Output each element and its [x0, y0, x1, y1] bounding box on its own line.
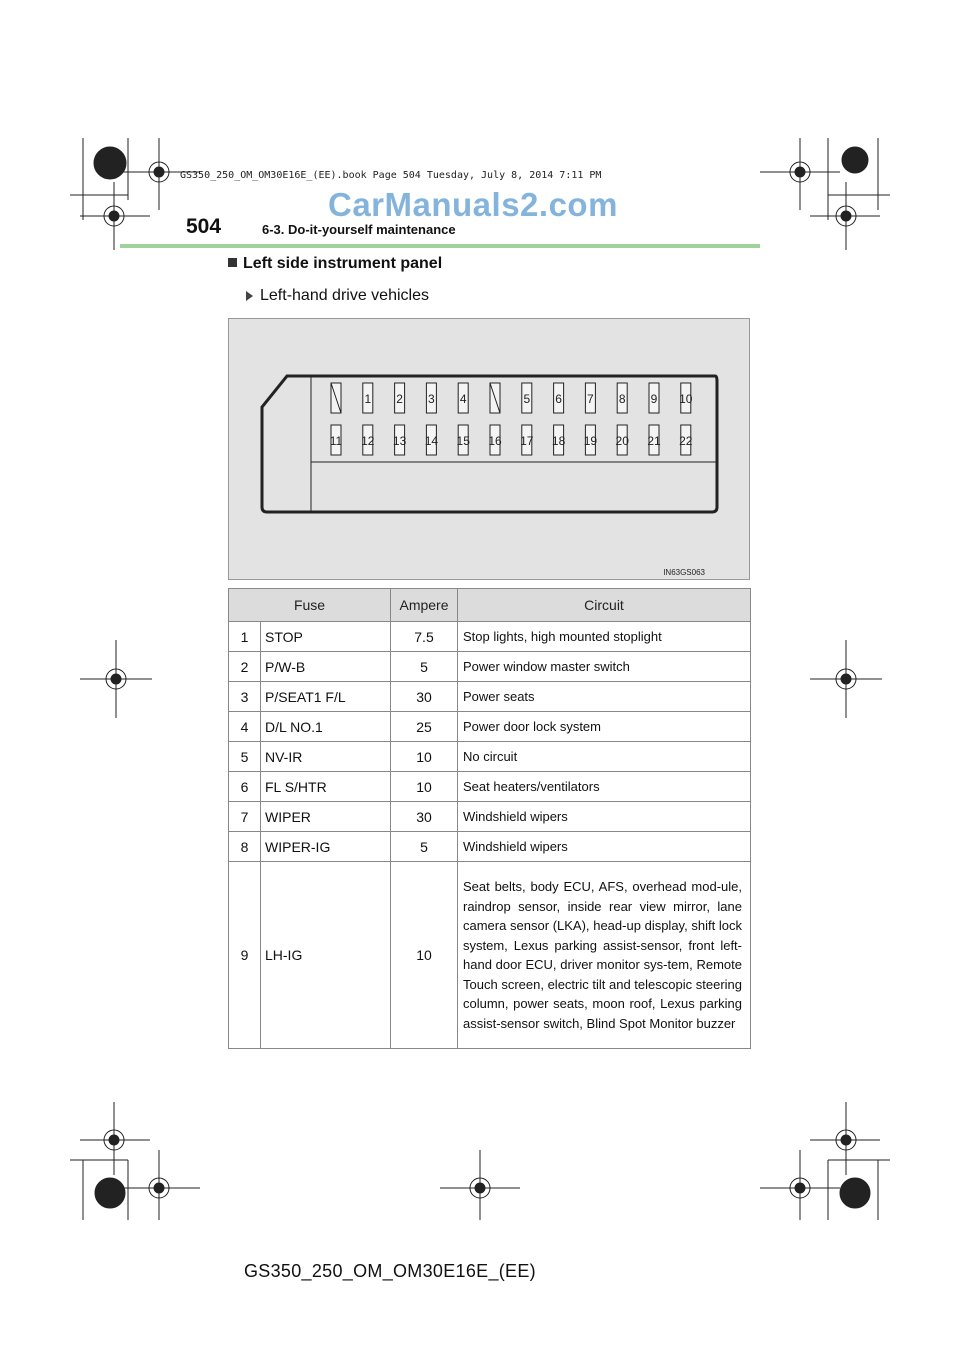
- fuse-name: P/W-B: [261, 652, 391, 682]
- fuse-slot-label: 1: [364, 392, 372, 406]
- fuse-number: 2: [229, 652, 261, 682]
- table-row: [229, 712, 751, 742]
- fuse-circuit: Power window master switch: [458, 652, 751, 682]
- fuse-name: LH-IG: [261, 862, 391, 1049]
- fuse-slot-label: 10: [679, 392, 693, 406]
- fuse-number: 1: [229, 622, 261, 652]
- fuse-name: WIPER-IG: [261, 832, 391, 862]
- fuse-ampere: 10: [391, 742, 458, 772]
- table-header-row: [229, 589, 751, 622]
- fuse-slot-label: 19: [583, 434, 598, 448]
- triangle-bullet-icon: [246, 291, 253, 301]
- fuse-ampere: 5: [391, 832, 458, 862]
- fuse-circuit: No circuit: [458, 742, 751, 772]
- table-row: [229, 862, 751, 1049]
- fuse-name: FL S/HTR: [261, 772, 391, 802]
- fuse-slot-label: 13: [392, 434, 407, 448]
- fuse-ampere: 30: [391, 682, 458, 712]
- fuse-slot-label: 5: [523, 392, 531, 406]
- watermark: CarManuals2.com: [328, 186, 618, 223]
- fuse-ampere: 5: [391, 652, 458, 682]
- fuse-number: 7: [229, 802, 261, 832]
- fuse-ampere: 7.5: [391, 622, 458, 652]
- header-rule: [120, 244, 760, 248]
- fuse-box-svg: [229, 319, 749, 579]
- fuse-number: 9: [229, 862, 261, 1049]
- fuse-slot-label: 11: [329, 434, 343, 448]
- fuse-slot-label: 2: [396, 392, 403, 406]
- fuse-box-diagram: [228, 318, 750, 580]
- fuse-slot-label: 6: [555, 392, 562, 406]
- fuse-ampere: 10: [391, 772, 458, 802]
- table-row: [229, 832, 751, 862]
- fuse-circuit: Windshield wipers: [458, 802, 751, 832]
- fuse-number: 6: [229, 772, 261, 802]
- fuse-circuit: Seat belts, body ECU, AFS, overhead mod-ule, raindrop sensor, inside rear view mirror, lane camera sensor (LKA), head-up display, shift lock system, Lexus parking assist-sensor, front left-hand door ECU, driver monitor sys-tem, Remote Touch screen, electric tilt and telescopic steering column, power seats, moon roof, Lexus parking assist-sensor switch, Blind Spot Monitor buzzer: [458, 862, 751, 1049]
- fuse-slot-label: 14: [424, 434, 439, 448]
- fuse-slot-label: 17: [520, 434, 534, 448]
- page-number: 504: [186, 215, 222, 238]
- fuse-number: 5: [229, 742, 261, 772]
- fuse-ampere: 30: [391, 802, 458, 832]
- fuse-slot-label: 15: [456, 434, 470, 448]
- table-row: [229, 622, 751, 652]
- table-row: [229, 682, 751, 712]
- fuse-name: D/L NO.1: [261, 712, 391, 742]
- fuse-slot-label: 7: [587, 392, 594, 406]
- fuse-slot-label: 8: [618, 392, 626, 406]
- heading-square-icon: [228, 258, 237, 267]
- book-info-line: GS350_250_OM_OM30E16E_(EE).book Page 504 Tuesday, July 8, 2014 7:11 PM: [180, 170, 602, 181]
- fuse-slot-label: 3: [428, 392, 435, 406]
- section-title: 6-3. Do-it-yourself maintenance: [262, 222, 456, 237]
- fuse-name: STOP: [261, 622, 391, 652]
- header-circuit: Circuit: [458, 589, 751, 622]
- fuse-ampere: 25: [391, 712, 458, 742]
- fuse-circuit: Power door lock system: [458, 712, 751, 742]
- fuse-slot-label: 22: [679, 434, 693, 448]
- fuse-table: [228, 588, 751, 1049]
- fuse-slot-label: 18: [551, 434, 566, 448]
- fuse-number: 4: [229, 712, 261, 742]
- fuse-slot-label: 12: [361, 434, 375, 448]
- subheading: Left-hand drive vehicles: [260, 287, 429, 304]
- fuse-slot-label: 4: [459, 392, 467, 406]
- heading: Left side instrument panel: [243, 255, 443, 272]
- fuse-name: NV-IR: [261, 742, 391, 772]
- fuse-name: P/SEAT1 F/L: [261, 682, 391, 712]
- table-row: [229, 772, 751, 802]
- table-row: [229, 742, 751, 772]
- fuse-slot-label: 16: [488, 434, 502, 448]
- fuse-circuit: Power seats: [458, 682, 751, 712]
- header-ampere: Ampere: [391, 589, 458, 622]
- fuse-circuit: Windshield wipers: [458, 832, 751, 862]
- header-fuse: Fuse: [229, 589, 391, 622]
- fuse-ampere: 10: [391, 862, 458, 1049]
- fuse-circuit: Stop lights, high mounted stoplight: [458, 622, 751, 652]
- table-row: [229, 652, 751, 682]
- footer-model-code: GS350_250_OM_OM30E16E_(EE): [244, 1261, 536, 1281]
- fuse-slot-label: 21: [647, 434, 661, 448]
- diagram-code: IN63GS063: [663, 568, 705, 577]
- fuse-name: WIPER: [261, 802, 391, 832]
- fuse-number: 3: [229, 682, 261, 712]
- fuse-number: 8: [229, 832, 261, 862]
- fuse-slot-label: 20: [615, 434, 629, 448]
- table-row: [229, 802, 751, 832]
- fuse-slot-label: 9: [650, 392, 658, 406]
- fuse-circuit: Seat heaters/ventilators: [458, 772, 751, 802]
